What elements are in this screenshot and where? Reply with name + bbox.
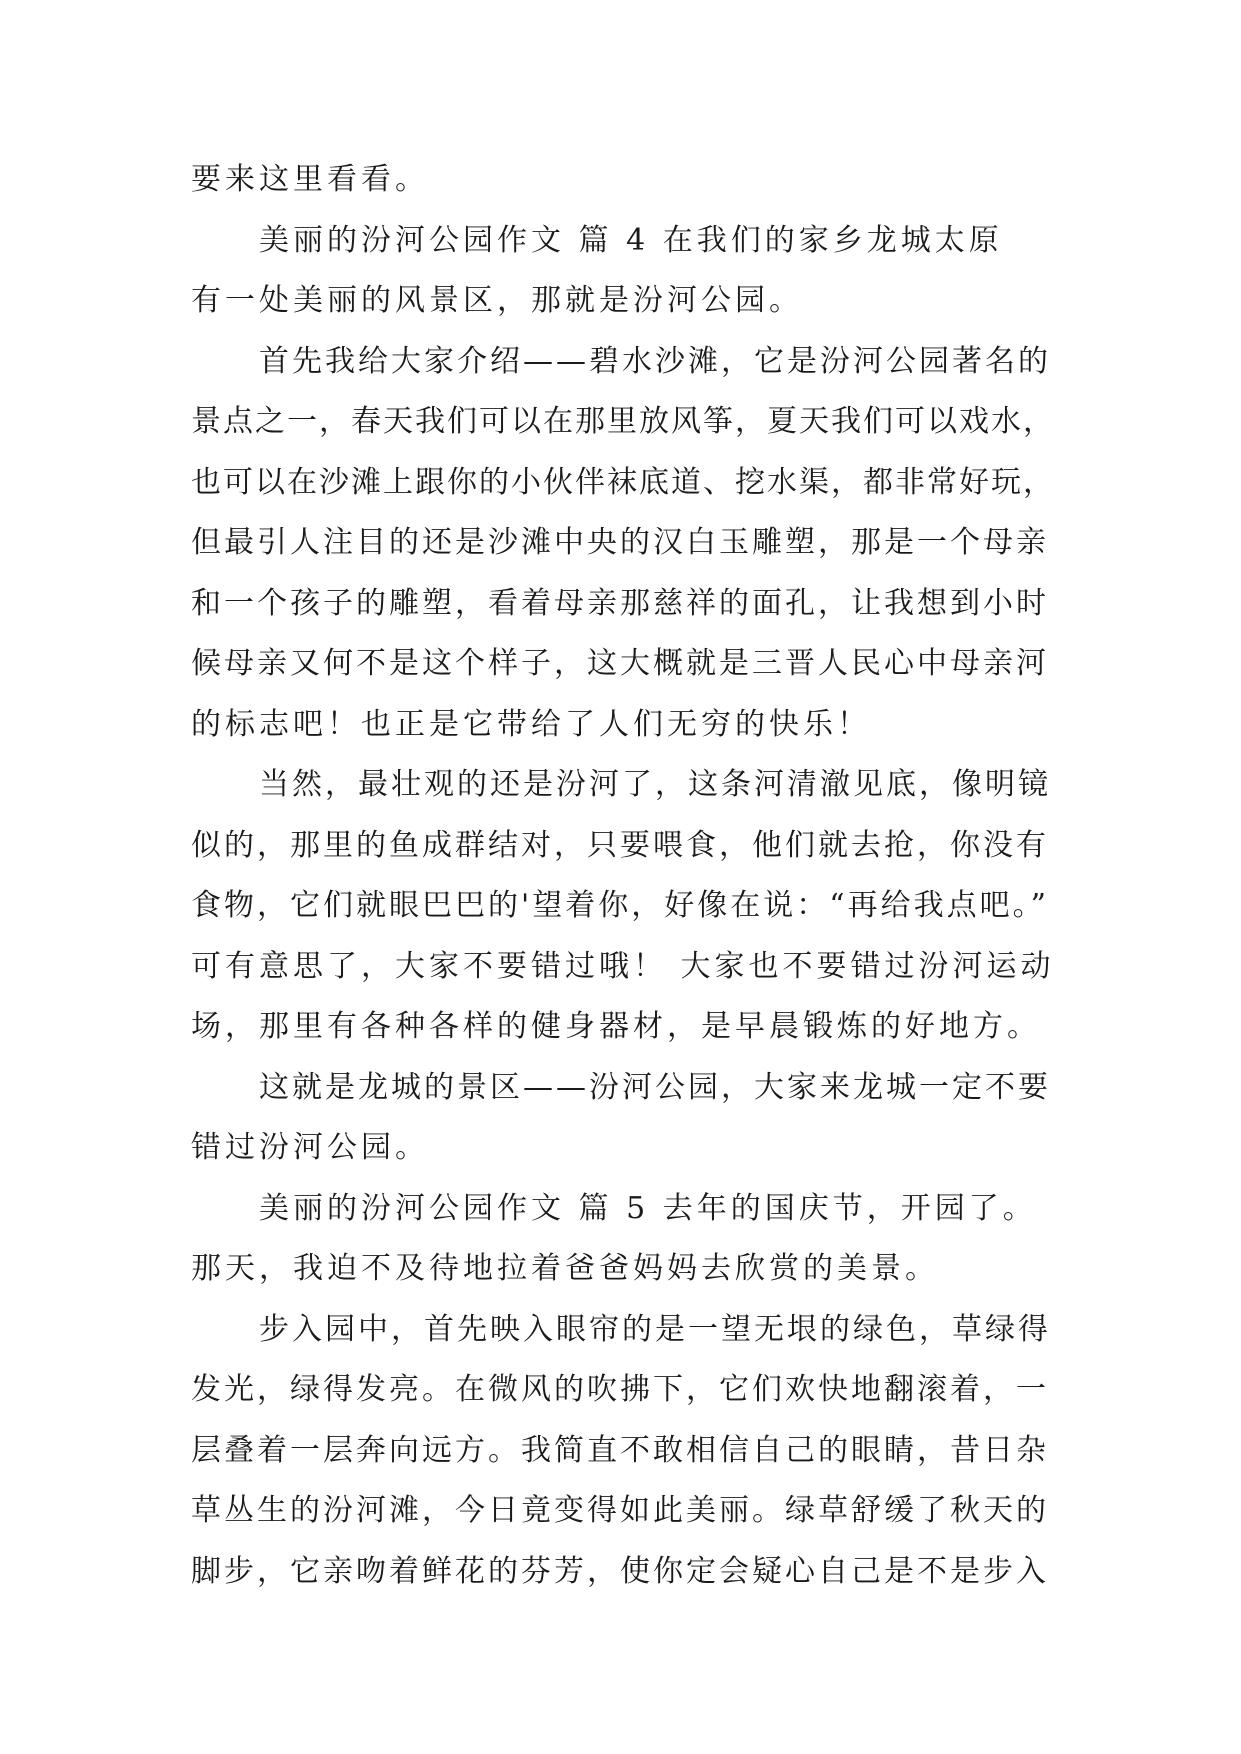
- paragraph-start-line: 步入园中，首先映入眼帘的是一望无垠的绿色，草绿得: [259, 1311, 1051, 1347]
- text-line: 要来这里看看。: [191, 162, 429, 197]
- text-line: 也可以在沙滩上跟你的小伙伴袜底道、挖水渠，都非常好玩，: [191, 464, 1055, 500]
- text-line: 那天，我迫不及待地拉着爸爸妈妈去欣赏的美景。: [191, 1251, 939, 1286]
- section-heading-line: 美丽的汾河公园作文 篇 5 去年的国庆节，开园了。: [259, 1190, 1037, 1226]
- text-line: 层叠着一层奔向远方。我简直不敢相信自己的眼睛，昔日杂: [191, 1432, 1049, 1468]
- text-line: 场，那里有各种各样的健身器材，是早晨锻炼的好地方。: [191, 1009, 1041, 1044]
- text-line: 发光，绿得发亮。在微风的吹拂下，它们欢快地翻滚着，一: [191, 1372, 1049, 1407]
- text-line: 有一处美丽的风景区，那就是汾河公园。: [191, 283, 803, 318]
- paragraph-start-line: 当然，最壮观的还是汾河了，这条河清澈见底，像明镜: [259, 767, 1051, 802]
- section-heading-line: 美丽的汾河公园作文 篇 4 在我们的家乡龙城太原: [259, 222, 1003, 258]
- text-line: 似的，那里的鱼成群结对，只要喂食，他们就去抢，你没有: [191, 827, 1049, 863]
- text-line: 错过汾河公园。: [191, 1130, 429, 1165]
- text-line: 但最引人注目的还是沙滩中央的汉白玉雕塑，那是一个母亲: [191, 525, 1049, 560]
- text-line: 候母亲又何不是这个样子，这大概就是三晋人民心中母亲河: [191, 646, 1049, 681]
- paragraph-start-line: 首先我给大家介绍——碧水沙滩，它是汾河公园著名的: [259, 343, 1051, 379]
- text-line: 和一个孩子的雕塑，看着母亲那慈祥的面孔，让我想到小时: [191, 585, 1049, 621]
- text-line: 食物，它们就眼巴巴的'望着你，好像在说：“再给我点吧。”: [191, 888, 1049, 923]
- essay-text: [191, 150, 1061, 1602]
- text-line: 草丛生的汾河滩，今日竟变得如此美丽。绿草舒缓了秋天的: [191, 1493, 1049, 1528]
- text-line: 的标志吧！也正是它带给了人们无穷的快乐！: [191, 706, 871, 742]
- text-line: 可有意思了，大家不要错过哦！ 大家也不要错过汾河运动: [191, 948, 1055, 984]
- paragraph-start-line: 这就是龙城的景区——汾河公园，大家来龙城一定不要: [259, 1069, 1051, 1105]
- text-line: 景点之一，春天我们可以在那里放风筝，夏天我们可以戏水，: [191, 404, 1055, 439]
- text-line: 脚步，它亲吻着鲜花的芬芳，使你定会疑心自己是不是步入: [191, 1553, 1049, 1589]
